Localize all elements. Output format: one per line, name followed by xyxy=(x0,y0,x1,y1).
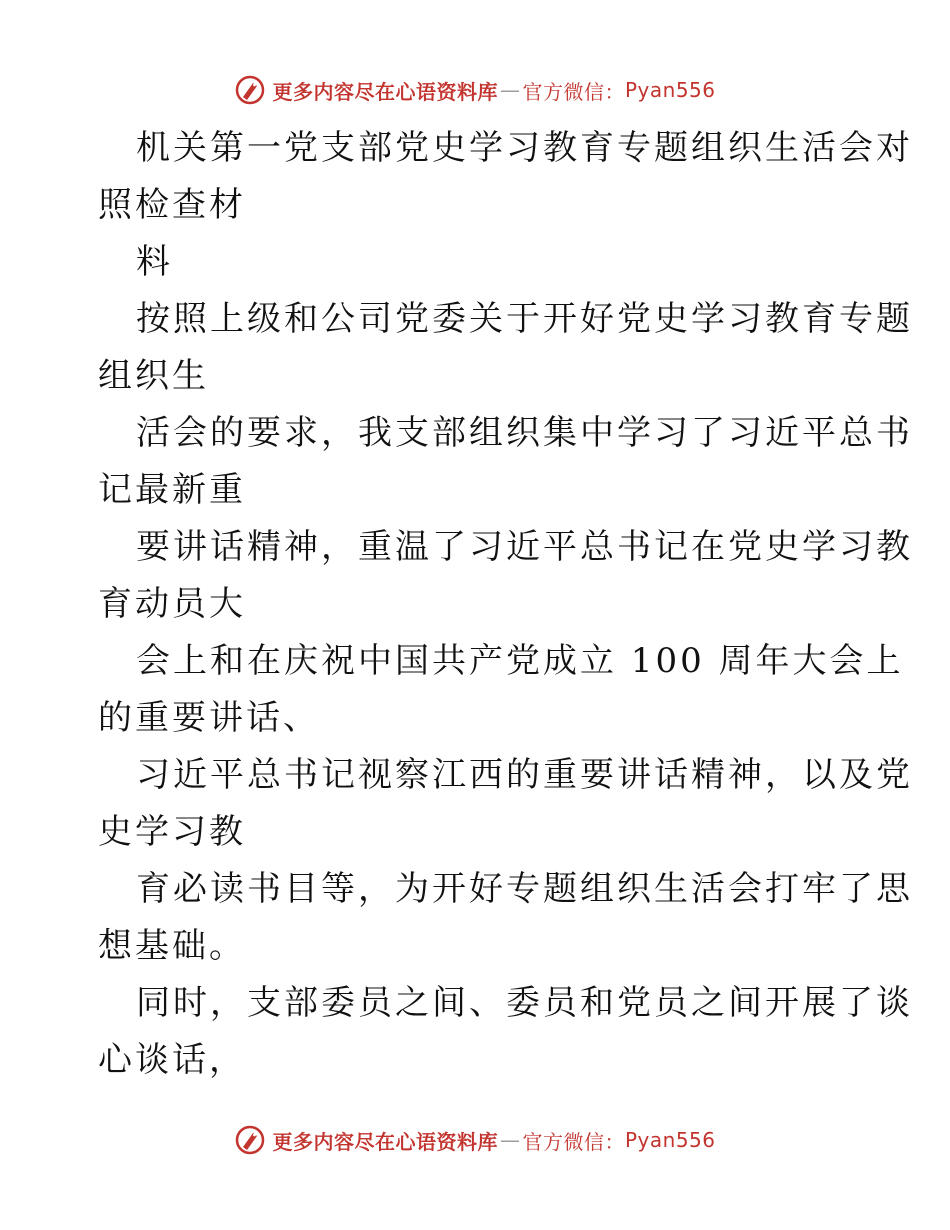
footer-watermark xyxy=(0,1120,950,1160)
watermark-label: 官方微信： xyxy=(522,79,625,104)
text-line: 心谈话， xyxy=(98,1040,246,1080)
text-line: 照检查材 xyxy=(98,185,246,225)
text-line: 想基础。 xyxy=(98,926,246,966)
text-line: 机关第一党支部党史学习教育专题组织生活会对 xyxy=(136,128,913,168)
watermark-label: 官方微信： xyxy=(522,1129,625,1154)
watermark-brand: 更多内容尽在心语资料库 xyxy=(272,79,498,104)
watermark-brand: 更多内容尽在心语资料库 xyxy=(272,1129,498,1154)
watermark-text xyxy=(272,76,715,105)
text-line: 记最新重 xyxy=(98,470,246,510)
text-line: 活会的要求，我支部组织集中学习了习近平总书 xyxy=(136,413,913,453)
watermark-contact: Pyan556 xyxy=(624,78,716,102)
pen-nib-logo-icon xyxy=(234,1124,266,1156)
watermark-text xyxy=(272,1126,715,1155)
watermark-separator: — xyxy=(499,1128,521,1152)
pen-nib-logo-icon xyxy=(234,74,266,106)
text-line: 组织生 xyxy=(98,356,209,396)
text-line: 会上和在庆祝中国共产党成立 100 周年大会上 xyxy=(136,641,904,681)
header-watermark xyxy=(0,70,950,110)
text-line: 要讲话精神，重温了习近平总书记在党史学习教 xyxy=(136,527,913,567)
watermark-contact: Pyan556 xyxy=(624,1128,716,1152)
document-body xyxy=(98,120,913,1089)
text-line: 育必读书目等，为开好专题组织生活会打牢了思 xyxy=(136,869,913,909)
text-line: 料 xyxy=(136,242,173,282)
watermark-separator: — xyxy=(499,78,521,102)
text-line: 育动员大 xyxy=(98,584,246,624)
text-line: 同时，支部委员之间、委员和党员之间开展了谈 xyxy=(136,983,913,1023)
text-line: 习近平总书记视察江西的重要讲话精神，以及党 xyxy=(136,755,913,795)
text-line: 的重要讲话、 xyxy=(98,698,320,738)
text-line: 按照上级和公司党委关于开好党史学习教育专题 xyxy=(136,299,913,339)
text-line: 史学习教 xyxy=(98,812,246,852)
